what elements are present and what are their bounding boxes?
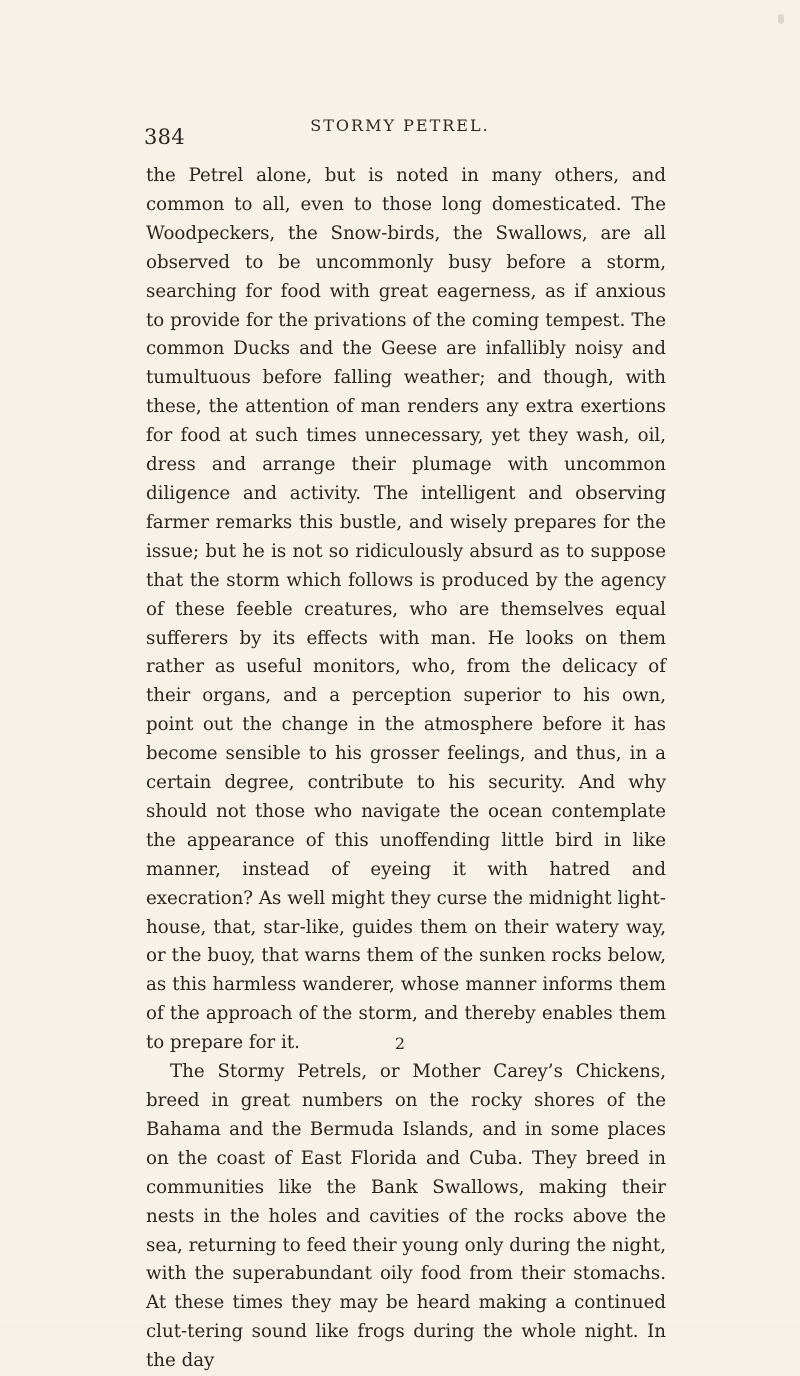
page-corner-mark [778, 14, 784, 24]
running-head: STORMY PETREL. [310, 116, 490, 135]
paragraph-1: the Petrel alone, but is noted in many others, and common to all, even to those long domesticated. The Woodpeckers, the Snow-birds, the Swallows, are all observed to be uncommonly busy before a storm, searching for food with great eagerness, as if anxious to provide for the privations of the coming tempest. The common Ducks and the Geese are infallibly noisy and tumultuous before falling weather; and though, with these, the attention of man renders any extra exertions for food at such times unnecessary, yet they wash, oil, dress and arrange their plumage with uncommon diligence and activity. The intelligent and observing farmer remarks this bustle, and wisely prepares for the issue; but he is not so ridiculously absurd as to suppose that the storm which follows is produced by the agency of these feeble creatures, who are themselves equal sufferers by its effects with man. He looks on them rather as useful monitors, who, from the delicacy of their organs, and a perception superior to his own, point out the change in the atmosphere before it has become sensible to his grosser feelings, and thus, in a certain degree, contribute to his security. And why should not those who navigate the ocean contemplate the appearance of this unoffending little bird in like manner, instead of eyeing it with hatred and execration? As well might they curse the midnight light-house, that, star-like, guides them on their watery way, or the buoy, that warns them of the sunken rocks below, as this harmless wanderer, whose manner informs them of the approach of the storm, and thereby enables them to prepare for it. [146, 165, 666, 1054]
body-text [146, 162, 666, 1376]
page-number: 384 [144, 125, 185, 149]
signature-mark: 2 [394, 1034, 406, 1053]
paragraph-2: The Stormy Petrels, or Mother Carey’s Chickens, breed in great numbers on the rocky shores of the Bahama and the Bermuda Islands, and in some places on the coast of East Florida and Cuba. They breed in communities like the Bank Swallows, making their nests in the holes and cavities of the rocks above the sea, returning to feed their young only during the night, with the superabundant oily food from their stomachs. At these times they may be heard making a continued clut-tering sound like frogs during the whole night. In the day [146, 1061, 666, 1372]
